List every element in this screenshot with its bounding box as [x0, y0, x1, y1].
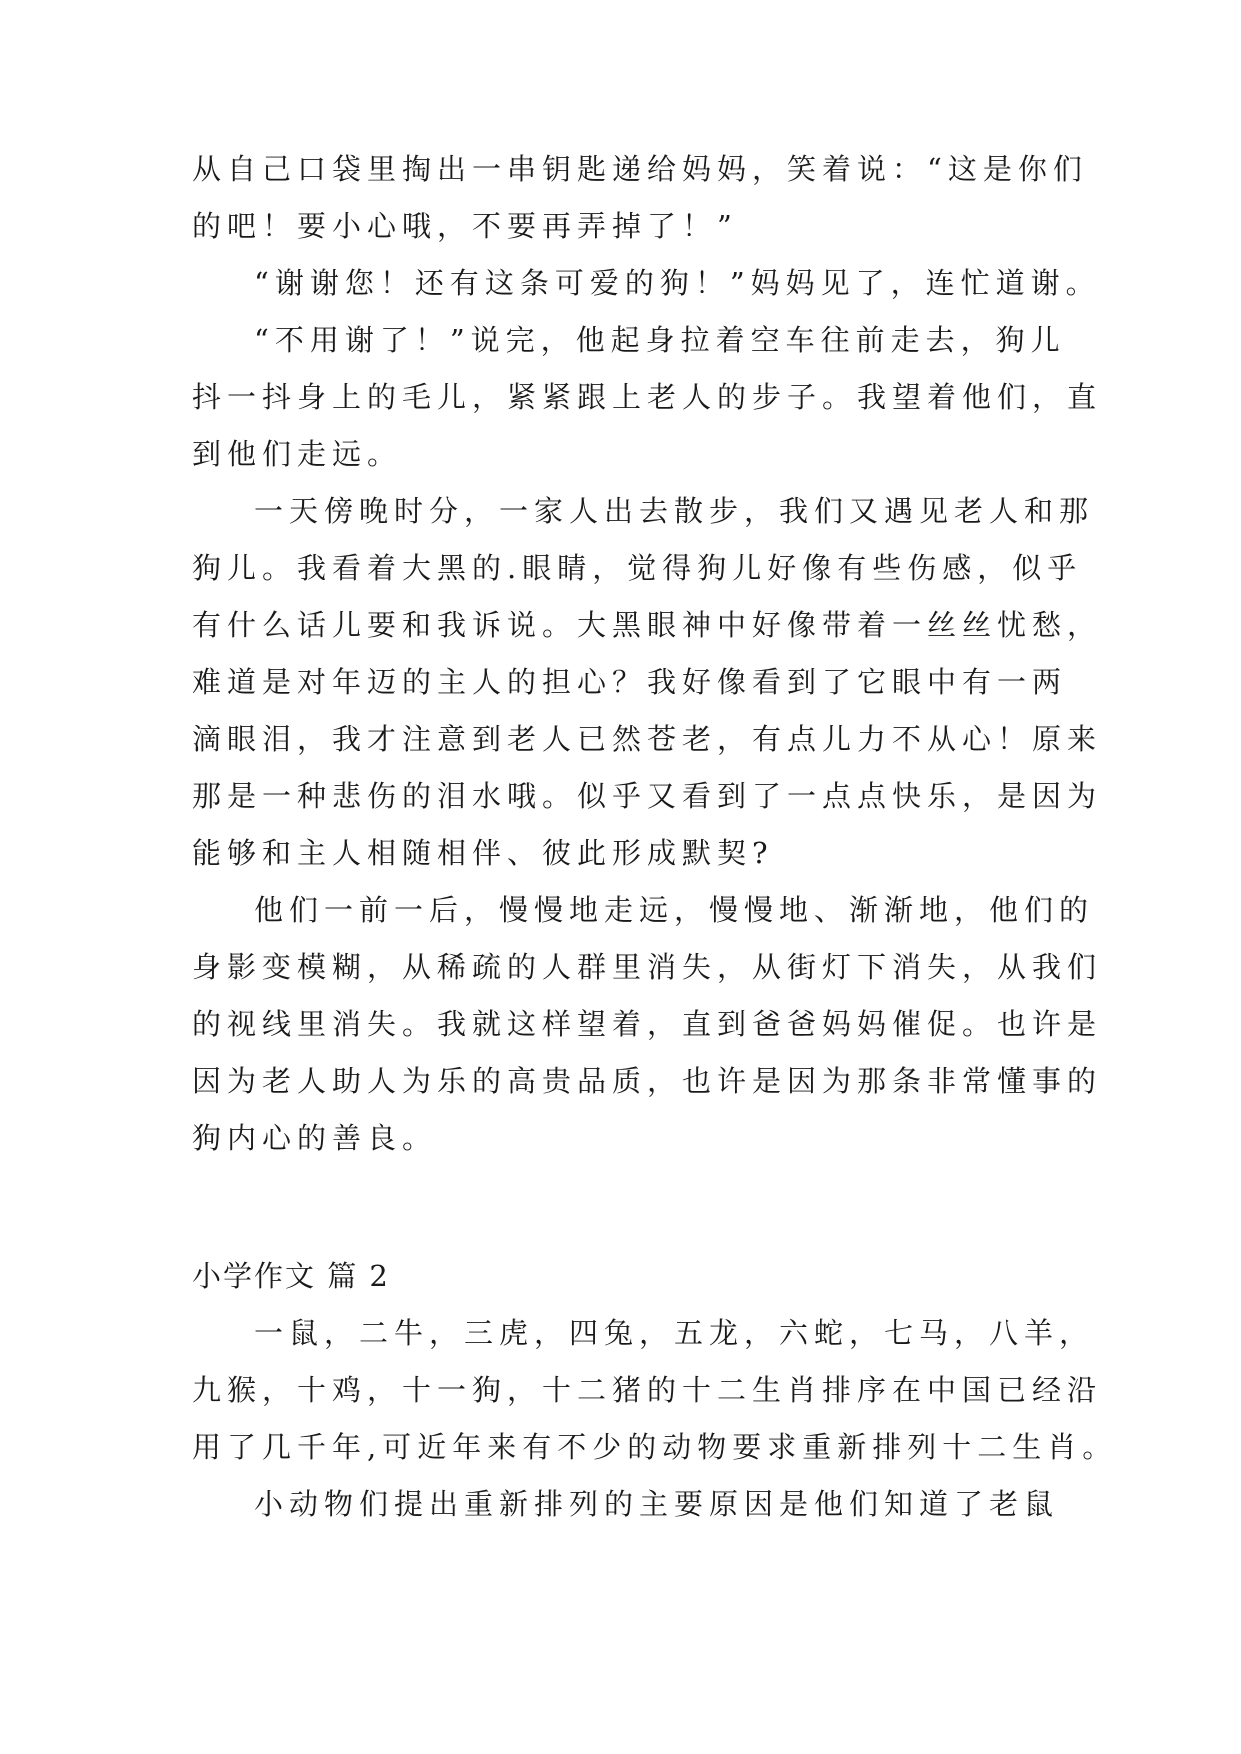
- text-line: 他们一前一后，慢慢地走远，慢慢地、渐渐地，他们的: [254, 893, 1095, 927]
- text-line: 的吧！要小心哦，不要再弄掉了！”: [192, 209, 738, 243]
- text-line: 抖一抖身上的毛儿，紧紧跟上老人的步子。我望着他们，直: [192, 380, 1103, 414]
- text-line: 因为老人助人为乐的高贵品质，也许是因为那条非常懂事的: [192, 1064, 1103, 1098]
- text-line: 九猴，十鸡，十一狗，十二猪的十二生肖排序在中国已经沿: [192, 1373, 1103, 1407]
- text-line: “不用谢了！”说完，他起身拉着空车往前走去，狗儿: [254, 323, 1066, 357]
- text-line: 一鼠，二牛，三虎，四兔，五龙，六蛇，七马，八羊，: [254, 1316, 1095, 1350]
- text-line: 有什么话儿要和我诉说。大黑眼神中好像带着一丝丝忧愁，: [192, 608, 1103, 642]
- text-line: 小动物们提出重新排列的主要原因是他们知道了老鼠: [254, 1487, 1060, 1521]
- text-line: 能够和主人相随相伴、彼此形成默契?: [192, 836, 774, 870]
- text-line: “谢谢您！还有这条可爱的狗！”妈妈见了，连忙道谢。: [254, 266, 1101, 300]
- text-line: 一天傍晚时分，一家人出去散步，我们又遇见老人和那: [254, 494, 1095, 528]
- text-line: 用了几千年,可近年来有不少的动物要求重新排列十二生肖。: [192, 1430, 1118, 1464]
- text-line: 滴眼泪，我才注意到老人已然苍老，有点儿力不从心！原来: [192, 722, 1103, 756]
- section-heading: 小学作文 篇 2: [192, 1259, 390, 1293]
- text-line: 狗儿。我看着大黑的.眼睛，觉得狗儿好像有些伤感，似乎: [192, 551, 1083, 585]
- text-line: 的视线里消失。我就这样望着，直到爸爸妈妈催促。也许是: [192, 1007, 1103, 1041]
- text-line: 到他们走远。: [192, 437, 403, 471]
- text-line: 难道是对年迈的主人的担心？我好像看到了它眼中有一两: [192, 665, 1068, 699]
- text-line: 那是一种悲伤的泪水哦。似乎又看到了一点点快乐，是因为: [192, 779, 1103, 813]
- text-line: 狗内心的善良。: [192, 1121, 438, 1155]
- text-line: 身影变模糊，从稀疏的人群里消失，从街灯下消失，从我们: [192, 950, 1103, 984]
- text-line: 从自己口袋里掏出一串钥匙递给妈妈，笑着说：“这是你们: [192, 152, 1088, 186]
